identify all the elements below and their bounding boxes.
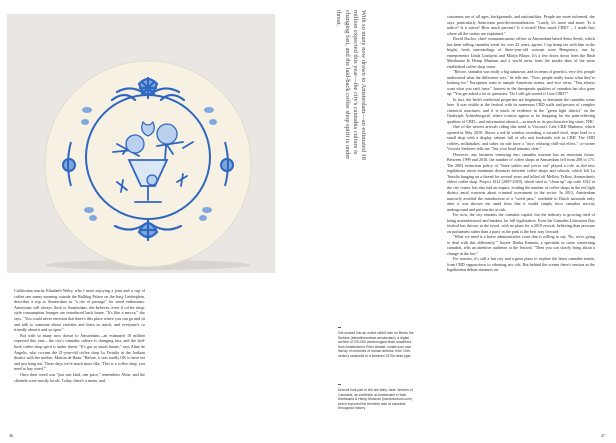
body-paragraph: David Duclos, chief communications officer at Amsterdam-based Sensi Seeds, which has been selling cannabis seeds for over 22 years, agrees. I sip hemp tea with him in the bright, fresh surroundings of three-year-old concept store Hempstory, run by entrepreneurs Linda Lindqvist and Marijn Blauw. It's a few doors down from the Hash Marihuana & Hemp Museum and a world away from the smoke dens of the more established coffee shop scene. [447, 36, 595, 69]
body-paragraph: Once their weed was "just one kind, one price," remembers Aline, and the clientele were mostly locals. Today, there's a menu, and [14, 371, 145, 383]
left-body-column [14, 288, 145, 383]
pull-quote: With so many now drawn to Amsterdam—an estimated 18 million expected this year—the city's cannabis culture is changing fast, and the laid-back coffee shop spirit is under threat. [335, 10, 367, 160]
page-number-right: 47 [601, 433, 605, 438]
body-paragraph: For now, the city remains the cannabis capital, but the industry is growing tired of being misunderstood and hankers for full legalization. Even the Cannabis Liberation Day festival has thrown in the towel, with no plans for a 2019 revival, believing than pressure on parliament rather than a party in the park is the best way forward. [447, 212, 595, 234]
body-paragraph: "What we need is a brave administrative court that is willing to say, 'No, we're going to deal with this differently,'" lawyer Ilonka Kamara, a specialist in cases concerning cannabis, tells an attentive audience at the festival. "Then you can slowly bring about a change in the law." [447, 234, 595, 256]
blue-floral-plate-illustration [7, 14, 275, 273]
body-paragraph: customers are of all ages, backgrounds, and nationalities. People are more informed, she says, particularly Americans post-decriminalization. "Lately, it's more and more: 'Is it indica? Is it sativa? How much percent? Is it tested? How much CBD?' ... I made lists where all the strains are explained." [447, 14, 595, 36]
sidebar-caption-below-the-surface [338, 327, 416, 359]
body-paragraph: However, any business venturing into cannabis tourism has an uncertain future. Between 1999 and 2016, the number of coffee shops in Amsterdam fell from 288 to 173. The 2003 extinction policy of "three strikes and you're out" played a role, as did new regulations about minimum distances between coffee shops and schools, which left La Tertulia hanging on a thread for several years and killed off Mellow Yellow, Amsterdam's oldest coffee shop. Project 1012 (2007-2018), which tried to "clean up" zip code 1012 in the city center, has also had an impact, eroding the number of coffee shops in the red light district amid concerns about criminal investment in the sector. In 2012, Amsterdam narrowly avoided the introduction of a "weed pass," available to Dutch nationals only, after it was thrown out amid fears that it would simply force cannabis activity underground and put tourists at risk. [447, 151, 595, 212]
body-paragraph: But with so many now drawn to Amsterdam—an estimated 18 million expected this year—the city's cannabis culture is changing fast, and the laid-back coffee shop spirit is under threat. "It's got so much busier," says Aline de Angelis, who co-runs the 21-year-old coffee shop La Tertulia in the Jordaan district with her mother, Marion de Haan. "Before, it was totally OK to have tea and just hang out. These days we're much more like, 'This is a coffee shop, you need to buy weed.'" [14, 332, 145, 372]
caption-rule [338, 327, 341, 328]
caption-text: Get sucked into an online rabbit hole on Below the Surface (belowthesurface.amsterdam), a digital archive of 700,000 archeological finds unearthed from Amsterdam's River Amstel; curate your own flat lay of centuries of human detritus, from 15th-century seashells to a flowered 1970s hash pipe. [338, 331, 414, 358]
body-paragraph: In fact, the herb's medicinal properties are beginning to dominate the cannabis scene here. It was visible at the festival with its numerous CBD stalls and posters of complex chemical structures, and it is much in evidence in the "green light district" on the Oudezijds Achterburgwal, where tourists appear to be shopping for the pain-relieving qualities of CBD—and information about it—as much as its psychoactive big sister, THC. [447, 96, 595, 124]
caption-rule [338, 384, 341, 385]
right-body-column [447, 14, 595, 273]
page-number-left: 46 [9, 433, 13, 438]
caption-text: Driscoll took part in We are Mary Jane: Women of Cannabis, an exhibition at Amsterdam's Hash Marihuana & Hemp Museum (hashmuseum.com) which explored the feminine side of cannabis throughout history. [338, 388, 413, 411]
body-paragraph: For tourists, it's still a fun city and a great place to explore the latest cannabis trends, from CBD cappuccinos to vibrating sex oils. But behind the scenes there's tension as the legalization debate simmers on. [447, 256, 595, 272]
plate-photo [7, 14, 275, 273]
body-paragraph: Californian tourist Elizabeth Welty, who I meet enjoying a joint and a cup of coffee one sunny morning outside the Bulldog Palace on the busy Leidseplein, describes a trip to Amsterdam as "a rite of passage" for weed enthusiasts. Americans will always flock to Amsterdam, she believes, even if coffee shop-style consumption lounges are introduced back home. "It's like a mecca," she says. "You could never envision that there's this place where you can go and sit and talk to someone about varieties and learn so much, and everyone's so friendly about it and so open." [14, 288, 145, 333]
sidebar-caption-women-of-cannabis [338, 384, 416, 411]
body-paragraph: "Before, cannabis was really a big unknown, and in terms of genetics, very few people understood what the difference was," he tells me. "Now, people really know what they're looking for." Europeans want to sample American strains, and vice versa. "You always want what you can't have." Interest in the therapeutic qualities of cannabis has also gone up: "You get asked a lot of questions: 'Do I still get stoned if I use CBD?'" [447, 69, 595, 96]
body-paragraph: One of the newest arrivals riding this trend is Victoria's Cafe CBD Madness, which opened in May 2018. Above a red-lit window revealing a vacated stool, steps lead to a small shop with a display cabinet full of oils and foodstuffs rich in CBD. The CBD coffees, milkshakes, and cakes on sale have a "nice, relaxing chill-out effect," co-owner Victoria Szekeres tells me, "but your head remains clear." [447, 124, 595, 151]
